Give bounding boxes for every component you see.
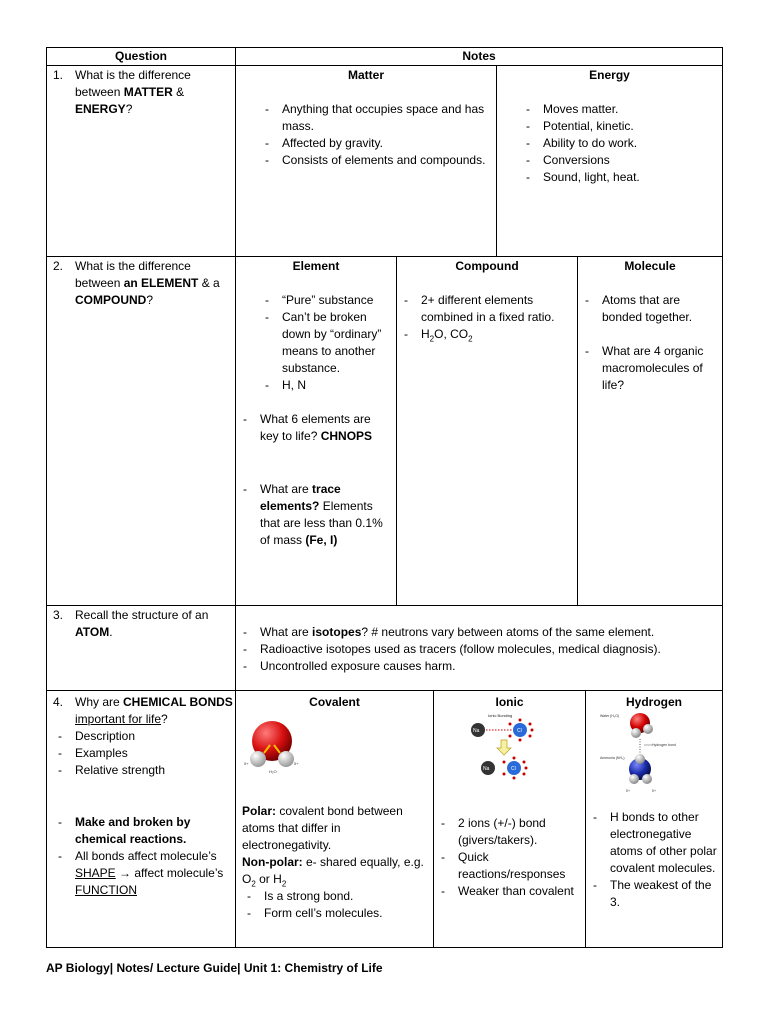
q1-amp: &: [172, 85, 185, 99]
trace-text-a: What are: [260, 482, 313, 496]
formula-oco: O, CO: [434, 327, 469, 341]
na-label: Na: [483, 766, 490, 772]
q1-question-text: [75, 66, 235, 118]
ionic-bond-icon: [468, 712, 540, 782]
matter-item: - Affected by gravity.: [260, 135, 486, 152]
shape-text-a: All bonds affect molecule’s: [75, 849, 217, 863]
element-list: [260, 292, 390, 394]
q1-energy-cell: [496, 65, 723, 257]
nonpolar-sub: 2: [281, 879, 287, 889]
energy-item: - Ability to do work.: [521, 135, 722, 152]
function-underline: FUNCTION: [75, 883, 137, 897]
q3-number: 3.: [53, 608, 64, 622]
svg-text:δ+: δ+: [294, 761, 299, 766]
q4-qmark: ?: [161, 712, 168, 726]
q4-question-cell: [46, 690, 236, 948]
covalent-polar-text: [242, 803, 429, 854]
energy-title: Energy: [589, 68, 630, 82]
svg-text:Water (H₂O): Water (H₂O): [600, 714, 620, 718]
compound-item: - 2+ different elements combined in a fixed ratio.: [399, 292, 573, 326]
element-item: - “Pure” substance: [260, 292, 390, 309]
trace-bold: trace elements?: [260, 482, 341, 513]
formula-sub: 2: [429, 334, 435, 344]
svg-text:δ+: δ+: [652, 789, 656, 793]
q1-bold-energy: ENERGY: [75, 102, 126, 116]
compound-item: [399, 326, 573, 347]
q4-hydrogen-cell: [585, 690, 723, 948]
hydrogen-list: [588, 809, 718, 911]
q2-bold-element: an ELEMENT: [123, 276, 199, 290]
q2-amp: & a: [198, 276, 220, 290]
q3-period: .: [109, 625, 113, 639]
cl-label: Cl: [511, 766, 516, 772]
compound-title: Compound: [455, 259, 519, 273]
element-question-item: [238, 411, 390, 445]
q4-text: Why are: [75, 695, 124, 709]
polar-text: covalent bond between atoms that differ in electronegativity.: [242, 804, 403, 852]
element-title: Element: [292, 259, 340, 273]
hydrogen-item: - H bonds to other electronegative atoms of other polar covalent molecules.: [588, 809, 718, 877]
hydrogen-item: - The weakest of the 3.: [588, 877, 718, 911]
q2-qmark: ?: [146, 293, 154, 307]
q2-text: What is the difference between: [75, 259, 191, 290]
q2-question-text: [75, 257, 235, 309]
q3-item: - Radioactive isotopes used as tracers (follow molecules, medical diagnosis).: [238, 641, 722, 658]
ionic-list: [436, 815, 581, 900]
ionic-item: - 2 ions (+/-) bond (givers/takers).: [436, 815, 581, 849]
hydrogen-bond-figure: [600, 709, 700, 795]
q2-molecule-cell: [577, 256, 723, 606]
q3-list: [238, 624, 722, 675]
cl-label: Cl: [517, 728, 522, 734]
nonpolar-text: e- shared equally, e.g. O: [242, 855, 424, 886]
isotope-text-a: What are: [260, 625, 313, 639]
covalent-item: - Is a strong bond.: [242, 888, 429, 905]
q2-question-cell: [46, 256, 236, 606]
q4-question-text: [75, 691, 235, 728]
matter-list: [260, 101, 486, 169]
matter-title: Matter: [347, 68, 384, 82]
q3-item: - Uncontrolled exposure causes harm.: [238, 658, 722, 675]
water-molecule-figure: [242, 715, 302, 777]
shape-underline: SHAPE: [75, 866, 116, 880]
isotope-bold: isotopes: [312, 625, 362, 639]
svg-text:Ammonia (NH₃): Ammonia (NH₃): [600, 756, 625, 760]
molecule-title: Molecule: [624, 259, 676, 273]
molecule-list: [580, 292, 718, 394]
molecule-item: - Atoms that are bonded together.: [580, 292, 718, 326]
ionic-title: Ionic: [495, 695, 524, 709]
ionic-item: - Weaker than covalent: [436, 883, 581, 900]
element-q1-text: What 6 elements are key to life?: [260, 412, 371, 443]
header-notes: Notes: [235, 47, 723, 66]
covalent-item: - Form cell’s molecules.: [242, 905, 429, 922]
shape-text-c: → affect molecule’s: [115, 866, 224, 880]
nonpolar-sub: 2: [251, 879, 256, 889]
covalent-list: [242, 888, 429, 922]
svg-text:H₂O: H₂O: [269, 769, 277, 774]
element-trace-item: [238, 481, 390, 549]
q3-text: Recall the structure of an: [75, 608, 209, 622]
element-trace-list: [238, 481, 390, 549]
q4-underline: important for life: [75, 712, 162, 726]
q1-text: What is the difference between: [75, 68, 191, 99]
page-footer: AP Biology| Notes/ Lecture Guide| Unit 1: Chemistry of Life: [46, 961, 383, 975]
nonpolar-bold: Non-polar:: [242, 855, 303, 869]
svg-text:δ+: δ+: [244, 761, 249, 766]
q4-sub-list: [53, 728, 235, 779]
header-question: Question: [46, 47, 236, 66]
matter-item: - Consists of elements and compounds.: [260, 152, 486, 169]
energy-item: - Moves matter.: [521, 101, 722, 118]
covalent-nonpolar-text: [242, 854, 429, 892]
element-item: - Can’t be broken down by “ordinary” means to another substance.: [260, 309, 390, 377]
hydrogen-title: Hydrogen: [625, 695, 682, 709]
energy-item: - Conversions: [521, 152, 722, 169]
formula-h: H: [421, 327, 430, 341]
element-question-list: [238, 411, 390, 445]
trace-text-c: Elements that are less than 0.1% of mass: [260, 499, 383, 547]
trace-bold-fe: (Fe, I): [305, 533, 338, 547]
make-broken-bold: Make and broken by chemical reactions.: [75, 815, 191, 846]
covalent-title: Covalent: [309, 695, 360, 709]
q1-matter-cell: [235, 65, 497, 257]
molecule-item: - What are 4 organic macromolecules of life?: [580, 343, 718, 394]
ionic-item: - Quick reactions/responses: [436, 849, 581, 883]
q1-qmark: ?: [125, 102, 133, 116]
energy-item: - Potential, kinetic.: [521, 118, 722, 135]
compound-list: [399, 292, 573, 347]
q2-bold-compound: COMPOUND: [75, 293, 147, 307]
q1-bold-matter: MATTER: [123, 85, 173, 99]
q4-bold-bonds: CHEMICAL BONDS: [123, 695, 233, 709]
q1-number: 1.: [53, 68, 64, 82]
q3-item: [238, 624, 722, 641]
water-molecule-icon: [242, 715, 302, 777]
isotope-text-c: ? # neutrons vary between atoms of the same element.: [361, 625, 655, 639]
element-item: - H, N: [260, 377, 390, 394]
ionic-fig-label: Ionic Bonding: [488, 713, 513, 718]
q2-compound-cell: [396, 256, 578, 606]
q4-note-item: [53, 814, 231, 848]
q4-covalent-cell: [235, 690, 434, 948]
q3-bold-atom: ATOM: [75, 625, 110, 639]
hydrogen-bond-icon: [600, 709, 700, 795]
q3-question-text: [75, 606, 235, 641]
q4-sub-item: - Examples: [53, 745, 235, 762]
q3-notes-cell: [235, 605, 723, 691]
q4-sub-item: - Relative strength: [53, 762, 235, 779]
energy-item: - Sound, light, heat.: [521, 169, 722, 186]
na-label: Na: [473, 728, 480, 734]
q4-sub-item: - Description: [53, 728, 235, 745]
energy-list: [521, 101, 722, 186]
formula-sub: 2: [468, 334, 473, 344]
q3-question-cell: [46, 605, 236, 691]
q4-notes-list: [53, 814, 231, 899]
matter-item: - Anything that occupies space and has mass.: [260, 101, 486, 135]
ionic-bond-figure: [468, 712, 540, 782]
q2-number: 2.: [53, 259, 64, 273]
svg-text:δ+: δ+: [626, 789, 630, 793]
polar-bold: Polar:: [242, 804, 277, 818]
q4-ionic-cell: [433, 690, 586, 948]
q1-question-cell: [46, 65, 236, 257]
hbond-fig-label: Hydrogen bond: [652, 743, 676, 747]
q4-number: 4.: [53, 695, 64, 709]
element-q1-bold: CHNOPS: [320, 429, 373, 443]
q4-note-item: [53, 848, 231, 899]
q2-element-cell: [235, 256, 397, 606]
nonpolar-text-or: or H: [255, 872, 282, 886]
